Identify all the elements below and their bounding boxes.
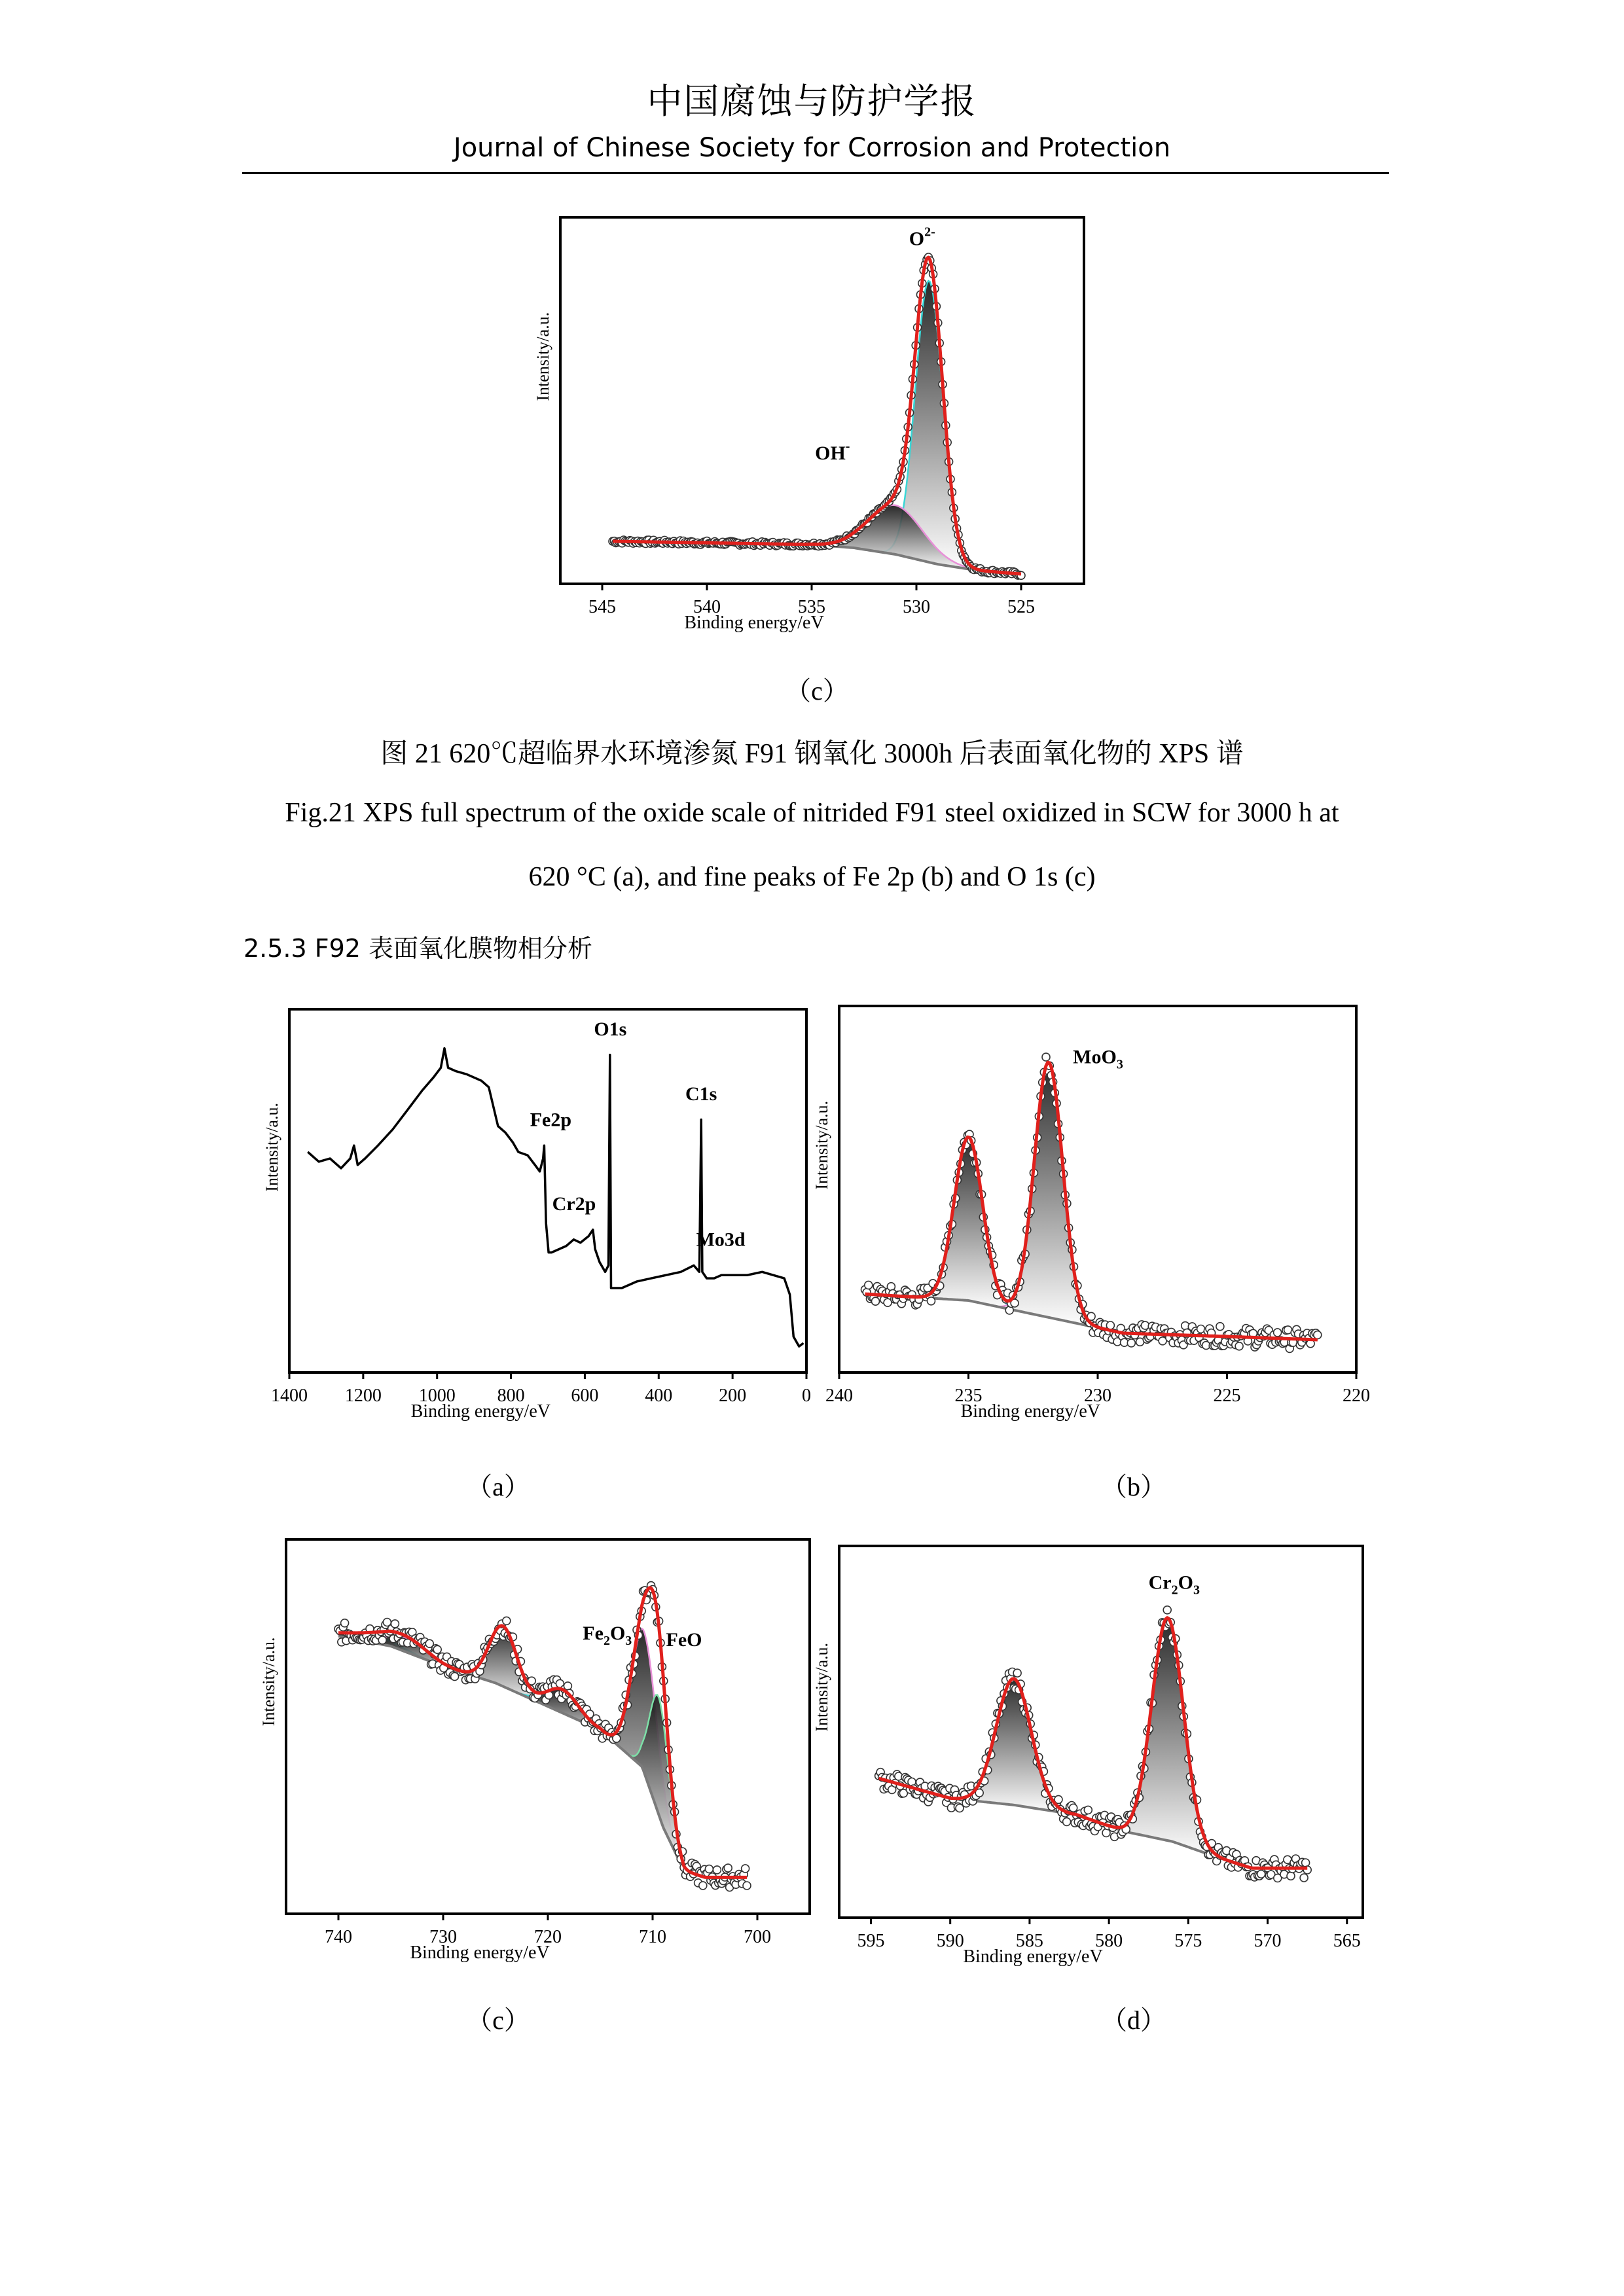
data-point — [1235, 1342, 1243, 1350]
y-axis-label: Intensity/a.u. — [812, 1100, 831, 1190]
data-point — [1013, 1669, 1021, 1677]
y-axis-label: Intensity/a.u. — [533, 312, 552, 401]
x-tick-label: 570 — [1254, 1931, 1282, 1951]
x-axis-label: Binding energy/eV — [410, 1401, 550, 1422]
x-axis-label: Binding energy/eV — [684, 613, 824, 633]
peak-annotation: O1s — [594, 1018, 627, 1040]
x-tick-label: 710 — [639, 1927, 666, 1947]
header-rule — [242, 172, 1389, 174]
x-tick-label: 580 — [1095, 1931, 1123, 1951]
data-point — [391, 1620, 399, 1628]
plot-area — [861, 1053, 1322, 1352]
data-point — [1302, 1859, 1310, 1867]
x-tick-label: 1400 — [271, 1386, 308, 1406]
fig21-panel-label: （c） — [785, 676, 849, 706]
data-point — [742, 1865, 749, 1873]
data-point — [1314, 1331, 1322, 1339]
plot-frame — [560, 217, 1084, 584]
data-points — [334, 1582, 751, 1892]
x-axis-label: Binding energy/eV — [410, 1943, 550, 1963]
peak-annotation: $O^{2-}$ — [909, 224, 935, 250]
data-point — [1127, 1339, 1135, 1347]
plot-area — [875, 1606, 1312, 1882]
x-tick-label: 595 — [857, 1931, 885, 1951]
x-tick-label: 730 — [429, 1927, 457, 1947]
x-tick-label: 540 — [693, 597, 721, 617]
peak-annotation: $Cr_2O_3$ — [1148, 1571, 1200, 1598]
fig22-label-b: （b） — [1101, 1472, 1166, 1501]
x-tick-label: 200 — [719, 1386, 747, 1406]
data-point — [1274, 1329, 1282, 1336]
peak-annotation: OH- — [815, 439, 850, 464]
data-point — [865, 1281, 873, 1289]
x-tick-label: 525 — [1007, 597, 1035, 617]
x-tick-label: 700 — [744, 1927, 771, 1947]
plot-frame — [289, 1009, 806, 1372]
section-heading: 2.5.3 F92 表面氧化膜物相分析 — [244, 934, 593, 963]
data-point — [872, 1297, 880, 1305]
data-point — [1287, 1872, 1295, 1880]
y-axis-label: Intensity/a.u. — [259, 1637, 278, 1727]
data-point — [928, 1297, 935, 1305]
peak-annotation: C1s — [685, 1083, 717, 1105]
x-tick-label: 235 — [954, 1386, 983, 1406]
data-point — [1216, 1323, 1224, 1331]
chart-fig22b-mo3d — [805, 998, 1394, 1427]
peak-annotation: Mo3d — [696, 1229, 746, 1251]
x-tick-label: 225 — [1213, 1386, 1241, 1406]
data-point — [724, 1864, 732, 1872]
x-axis-label: Binding energy/eV — [960, 1401, 1100, 1422]
peak-annotation: Cr2p — [552, 1193, 596, 1215]
data-points — [609, 253, 1025, 579]
x-tick-label: 1000 — [418, 1386, 456, 1406]
x-tick-label: 590 — [936, 1931, 964, 1951]
data-point — [713, 1866, 721, 1874]
y-axis-label: Intensity/a.u. — [812, 1642, 831, 1732]
x-tick-label: 800 — [497, 1386, 525, 1406]
journal-title-en: Journal of Chinese Society for Corrosion and Protection — [453, 133, 1171, 163]
x-tick-label: 600 — [571, 1386, 599, 1406]
data-point — [743, 1882, 751, 1890]
fig22-label-c: （c） — [466, 2005, 530, 2035]
x-tick-label: 0 — [802, 1386, 811, 1406]
chart-fig21-o1s — [524, 209, 1113, 641]
x-tick-label: 575 — [1174, 1931, 1202, 1951]
data-point — [699, 1882, 707, 1890]
x-tick-label: 220 — [1343, 1386, 1370, 1406]
fig21-caption-en-line2: 620 °C (a), and fine peaks of Fe 2p (b) and O 1s (c) — [528, 862, 1096, 892]
peak-annotation: FeO — [666, 1629, 702, 1651]
data-point — [1300, 1874, 1308, 1882]
x-tick-label: 585 — [1015, 1931, 1043, 1951]
data-point — [341, 1619, 349, 1627]
data-points — [875, 1606, 1312, 1882]
data-point — [564, 1682, 571, 1690]
data-point — [1084, 1806, 1092, 1814]
x-tick-label: 545 — [588, 597, 616, 617]
x-tick-label: 565 — [1333, 1931, 1361, 1951]
peak-annotation: MoO$_3$ — [1073, 1046, 1123, 1072]
chart-fig22c-fe2p — [252, 1532, 828, 1964]
data-point — [1102, 1829, 1110, 1837]
x-tick-label: 230 — [1084, 1386, 1111, 1406]
x-tick-label: 720 — [534, 1927, 562, 1947]
data-point — [1042, 1053, 1050, 1061]
fig22-label-a: （a） — [466, 1472, 530, 1501]
x-axis-label: Binding energy/eV — [963, 1946, 1103, 1967]
background-line — [338, 1636, 747, 1878]
y-axis-label: Intensity/a.u. — [262, 1103, 281, 1192]
data-point — [503, 1617, 511, 1624]
x-tick-label: 400 — [645, 1386, 673, 1406]
x-tick-label: 240 — [825, 1386, 853, 1406]
data-point — [433, 1645, 441, 1653]
data-point — [378, 1636, 386, 1644]
data-point — [1163, 1606, 1171, 1614]
fig22-label-d: （d） — [1101, 2005, 1166, 2035]
data-point — [1070, 1804, 1077, 1812]
x-tick-label: 1200 — [344, 1386, 382, 1406]
data-point — [1063, 1818, 1071, 1825]
peak-annotation: $Fe_2O_3$ — [583, 1622, 632, 1648]
x-tick-label: 740 — [325, 1927, 352, 1947]
peak-annotation: Fe2p — [530, 1109, 572, 1131]
data-point — [705, 1865, 713, 1873]
plot-frame — [286, 1539, 810, 1914]
data-points — [861, 1053, 1322, 1352]
plot-area — [334, 1582, 751, 1892]
chart-fig22d-cr2p — [805, 1538, 1394, 1967]
plot-area — [609, 253, 1025, 579]
fig21-caption-cn: 图 21 620℃超临界水环境渗氮 F91 钢氧化 3000h 后表面氧化物的 XPS 谱 — [380, 739, 1244, 769]
x-tick-label: 535 — [798, 597, 825, 617]
chart-fig22a-survey — [255, 1001, 825, 1427]
x-tick-label: 530 — [903, 597, 930, 617]
fig21-caption-en-line1: Fig.21 XPS full spectrum of the oxide scale of nitrided F91 steel oxidized in SCW for 3000 h at — [285, 798, 1339, 828]
journal-title-cn: 中国腐蚀与防护学报 — [647, 81, 977, 122]
